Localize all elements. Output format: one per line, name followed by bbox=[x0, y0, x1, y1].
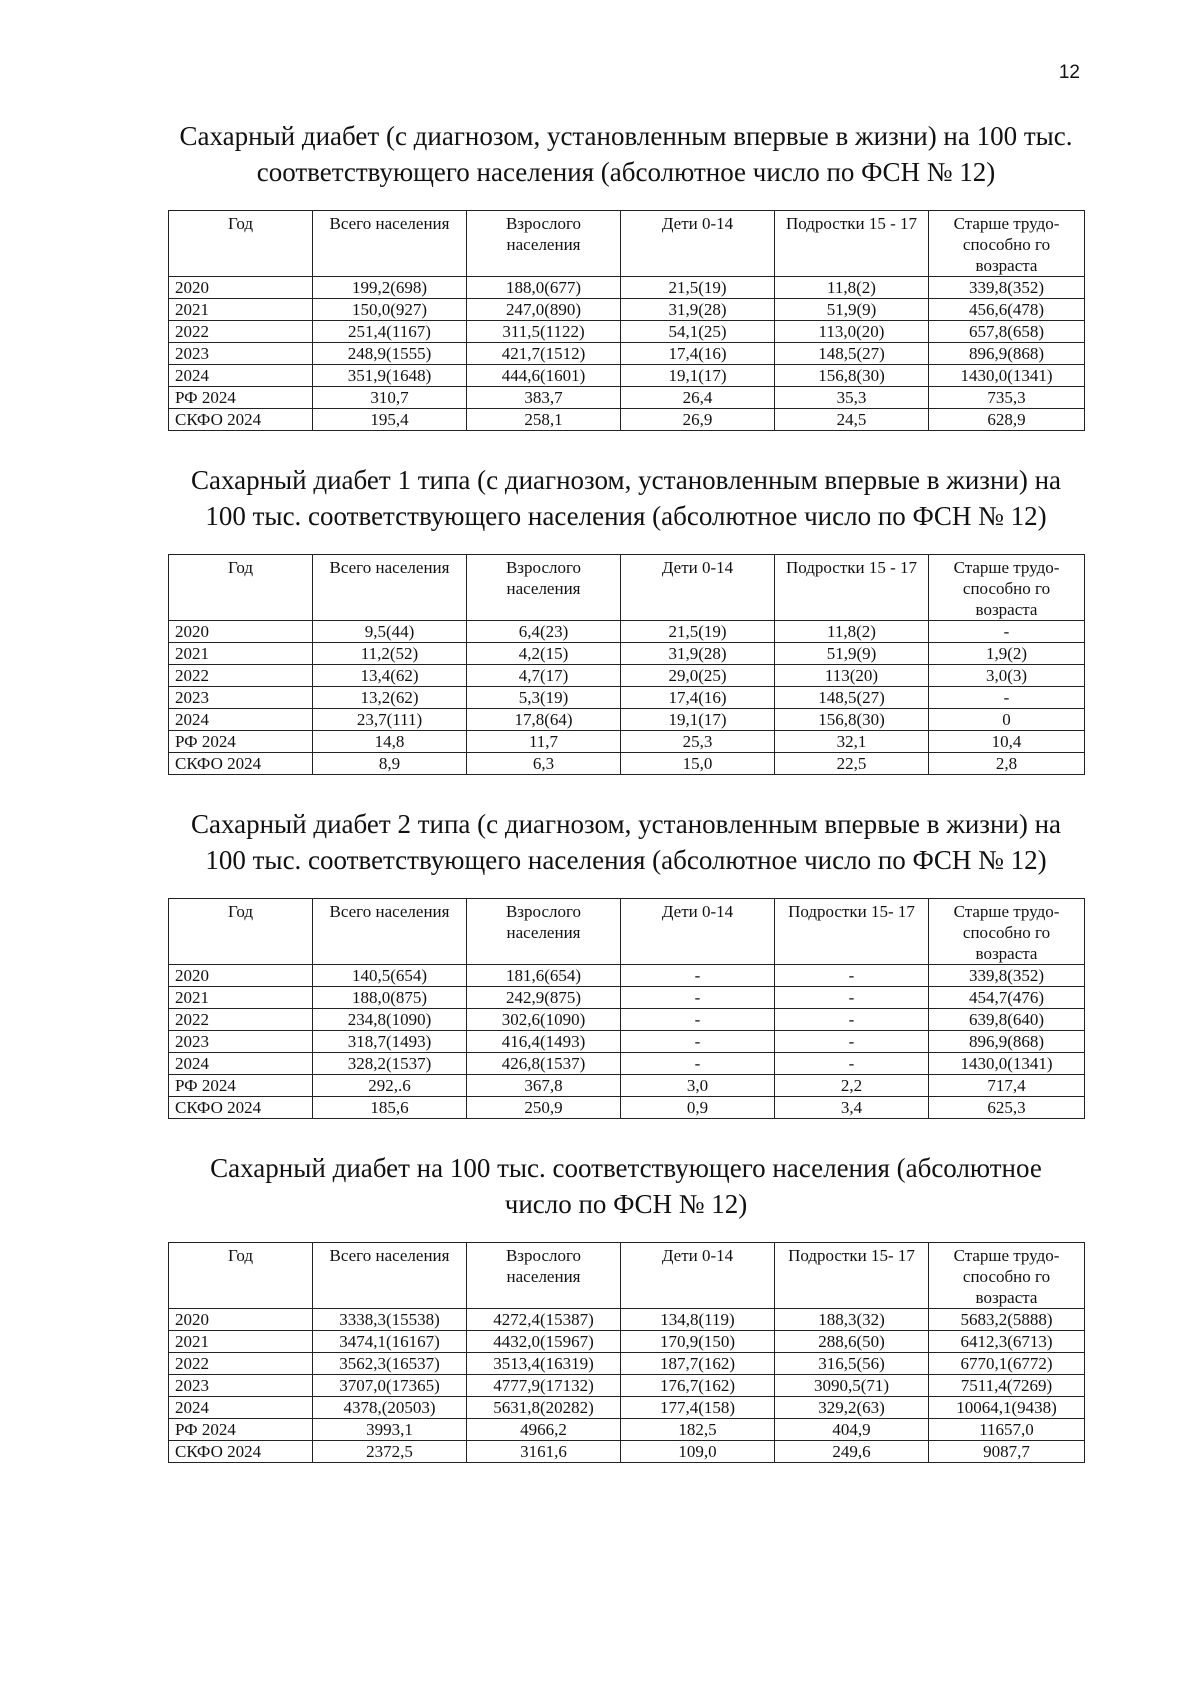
table-row bbox=[169, 1397, 1085, 1419]
section-title: Сахарный диабет на 100 тыс. соответствующего населения (абсолютное число по ФСН № 12) bbox=[210, 1153, 1042, 1219]
cell-total: 251,4(1167) bbox=[313, 321, 467, 343]
table-row bbox=[169, 1053, 1085, 1075]
cell-adult: 4432,0(15967) bbox=[467, 1331, 621, 1353]
header-year: Год bbox=[169, 211, 313, 277]
cell-total: 13,4(62) bbox=[313, 665, 467, 687]
cell-teen: 404,9 bbox=[775, 1419, 929, 1441]
header-year: Год bbox=[169, 1243, 313, 1309]
cell-children: 134,8(119) bbox=[621, 1309, 775, 1331]
section-title: Сахарный диабет (с диагнозом, установленным впервые в жизни) на 100 тыс. соответствующего населения (абсолютное число по ФСН № 12) bbox=[179, 121, 1073, 187]
cell-teen: - bbox=[775, 965, 929, 987]
cell-total: 11,2(52) bbox=[313, 643, 467, 665]
cell-adult: 444,6(1601) bbox=[467, 365, 621, 387]
cell-total: 4378,(20503) bbox=[313, 1397, 467, 1419]
cell-adult: 5,3(19) bbox=[467, 687, 621, 709]
cell-year: РФ 2024 bbox=[169, 731, 313, 753]
cell-year: РФ 2024 bbox=[169, 1075, 313, 1097]
cell-children: 19,1(17) bbox=[621, 365, 775, 387]
table-row bbox=[169, 731, 1085, 753]
cell-children: 187,7(162) bbox=[621, 1353, 775, 1375]
cell-total: 8,9 bbox=[313, 753, 467, 775]
cell-total: 13,2(62) bbox=[313, 687, 467, 709]
table-row bbox=[169, 1375, 1085, 1397]
table-row bbox=[169, 1441, 1085, 1463]
cell-adult: 6,3 bbox=[467, 753, 621, 775]
cell-total: 150,0(927) bbox=[313, 299, 467, 321]
cell-adult: 4,7(17) bbox=[467, 665, 621, 687]
cell-teen: 51,9(9) bbox=[775, 299, 929, 321]
cell-total: 195,4 bbox=[313, 409, 467, 431]
cell-year: 2021 bbox=[169, 643, 313, 665]
cell-senior: 717,4 bbox=[929, 1075, 1085, 1097]
cell-children: 170,9(150) bbox=[621, 1331, 775, 1353]
cell-teen: 288,6(50) bbox=[775, 1331, 929, 1353]
cell-total: 3562,3(16537) bbox=[313, 1353, 467, 1375]
cell-adult: 6,4(23) bbox=[467, 621, 621, 643]
cell-children: 109,0 bbox=[621, 1441, 775, 1463]
cell-adult: 367,8 bbox=[467, 1075, 621, 1097]
cell-total: 351,9(1648) bbox=[313, 365, 467, 387]
table-row bbox=[169, 621, 1085, 643]
cell-total: 9,5(44) bbox=[313, 621, 467, 643]
cell-teen: 156,8(30) bbox=[775, 709, 929, 731]
cell-year: СКФО 2024 bbox=[169, 753, 313, 775]
cell-senior: 639,8(640) bbox=[929, 1009, 1085, 1031]
header-year: Год bbox=[169, 555, 313, 621]
cell-adult: 302,6(1090) bbox=[467, 1009, 621, 1031]
header-senior: Старше трудо-способно го возраста bbox=[929, 211, 1085, 277]
table-row bbox=[169, 277, 1085, 299]
table-row bbox=[169, 1097, 1085, 1119]
cell-senior: 6412,3(6713) bbox=[929, 1331, 1085, 1353]
cell-year: 2021 bbox=[169, 987, 313, 1009]
table-row bbox=[169, 665, 1085, 687]
cell-total: 234,8(1090) bbox=[313, 1009, 467, 1031]
cell-teen: - bbox=[775, 987, 929, 1009]
cell-senior: 5683,2(5888) bbox=[929, 1309, 1085, 1331]
table-row bbox=[169, 365, 1085, 387]
table-row bbox=[169, 299, 1085, 321]
cell-children: 176,7(162) bbox=[621, 1375, 775, 1397]
cell-senior: 735,3 bbox=[929, 387, 1085, 409]
cell-total: 2372,5 bbox=[313, 1441, 467, 1463]
table-row bbox=[169, 1075, 1085, 1097]
cell-teen: 249,6 bbox=[775, 1441, 929, 1463]
cell-children: 31,9(28) bbox=[621, 299, 775, 321]
cell-children: 182,5 bbox=[621, 1419, 775, 1441]
header-teen: Подростки 15 - 17 bbox=[775, 555, 929, 621]
table-row bbox=[169, 1331, 1085, 1353]
header-total: Всего населения bbox=[313, 1243, 467, 1309]
cell-children: 19,1(17) bbox=[621, 709, 775, 731]
header-senior: Старше трудо-способно го возраста bbox=[929, 555, 1085, 621]
cell-teen: 156,8(30) bbox=[775, 365, 929, 387]
section-diabetes-total bbox=[168, 1150, 1084, 1463]
header-senior: Старше трудо-способно го возраста bbox=[929, 1243, 1085, 1309]
cell-senior: 1430,0(1341) bbox=[929, 1053, 1085, 1075]
cell-senior: 6770,1(6772) bbox=[929, 1353, 1085, 1375]
cell-teen: 316,5(56) bbox=[775, 1353, 929, 1375]
cell-total: 292,.6 bbox=[313, 1075, 467, 1097]
data-table bbox=[168, 1242, 1085, 1463]
cell-total: 185,6 bbox=[313, 1097, 467, 1119]
cell-teen: 3090,5(71) bbox=[775, 1375, 929, 1397]
cell-year: 2024 bbox=[169, 365, 313, 387]
header-adult: Взрослого населения bbox=[467, 555, 621, 621]
table-row bbox=[169, 709, 1085, 731]
cell-senior: 896,9(868) bbox=[929, 343, 1085, 365]
cell-total: 23,7(111) bbox=[313, 709, 467, 731]
section-diabetes-type1 bbox=[168, 462, 1084, 775]
cell-senior: 456,6(478) bbox=[929, 299, 1085, 321]
cell-year: 2023 bbox=[169, 1375, 313, 1397]
cell-adult: 4966,2 bbox=[467, 1419, 621, 1441]
data-table bbox=[168, 898, 1085, 1119]
cell-total: 328,2(1537) bbox=[313, 1053, 467, 1075]
cell-senior: 9087,7 bbox=[929, 1441, 1085, 1463]
cell-year: 2020 bbox=[169, 621, 313, 643]
cell-total: 199,2(698) bbox=[313, 277, 467, 299]
cell-adult: 426,8(1537) bbox=[467, 1053, 621, 1075]
header-teen: Подростки 15 - 17 bbox=[775, 211, 929, 277]
cell-adult: 250,9 bbox=[467, 1097, 621, 1119]
cell-total: 3993,1 bbox=[313, 1419, 467, 1441]
cell-adult: 3161,6 bbox=[467, 1441, 621, 1463]
cell-senior: 0 bbox=[929, 709, 1085, 731]
cell-adult: 3513,4(16319) bbox=[467, 1353, 621, 1375]
section-title: Сахарный диабет 2 типа (с диагнозом, установленным впервые в жизни) на 100 тыс. соответствующего населения (абсолютное число по ФСН № 12) bbox=[190, 809, 1062, 875]
cell-total: 310,7 bbox=[313, 387, 467, 409]
cell-teen: 2,2 bbox=[775, 1075, 929, 1097]
cell-adult: 188,0(677) bbox=[467, 277, 621, 299]
cell-children: 21,5(19) bbox=[621, 621, 775, 643]
cell-teen: 22,5 bbox=[775, 753, 929, 775]
table-body bbox=[169, 621, 1085, 775]
cell-senior: 896,9(868) bbox=[929, 1031, 1085, 1053]
cell-teen: - bbox=[775, 1053, 929, 1075]
table-row bbox=[169, 1419, 1085, 1441]
cell-year: 2024 bbox=[169, 1397, 313, 1419]
header-senior: Старше трудо-способно го возраста bbox=[929, 899, 1085, 965]
cell-children: 0,9 bbox=[621, 1097, 775, 1119]
cell-children: 17,4(16) bbox=[621, 343, 775, 365]
cell-year: 2020 bbox=[169, 277, 313, 299]
cell-teen: 51,9(9) bbox=[775, 643, 929, 665]
cell-year: 2022 bbox=[169, 1009, 313, 1031]
cell-adult: 4777,9(17132) bbox=[467, 1375, 621, 1397]
table-header-row bbox=[169, 555, 1085, 621]
cell-children: - bbox=[621, 1053, 775, 1075]
cell-children: 31,9(28) bbox=[621, 643, 775, 665]
cell-senior: 454,7(476) bbox=[929, 987, 1085, 1009]
data-table bbox=[168, 210, 1085, 431]
cell-children: 177,4(158) bbox=[621, 1397, 775, 1419]
cell-adult: 247,0(890) bbox=[467, 299, 621, 321]
cell-teen: 148,5(27) bbox=[775, 687, 929, 709]
cell-total: 3338,3(15538) bbox=[313, 1309, 467, 1331]
table-header-row bbox=[169, 211, 1085, 277]
table-body bbox=[169, 277, 1085, 431]
cell-teen: 148,5(27) bbox=[775, 343, 929, 365]
header-total: Всего населения bbox=[313, 211, 467, 277]
cell-year: 2020 bbox=[169, 965, 313, 987]
cell-senior: 628,9 bbox=[929, 409, 1085, 431]
cell-senior: 10,4 bbox=[929, 731, 1085, 753]
cell-senior: 1,9(2) bbox=[929, 643, 1085, 665]
header-children: Дети 0-14 bbox=[621, 1243, 775, 1309]
cell-total: 3707,0(17365) bbox=[313, 1375, 467, 1397]
table-row bbox=[169, 753, 1085, 775]
cell-senior: - bbox=[929, 621, 1085, 643]
cell-adult: 258,1 bbox=[467, 409, 621, 431]
cell-teen: 188,3(32) bbox=[775, 1309, 929, 1331]
cell-adult: 242,9(875) bbox=[467, 987, 621, 1009]
cell-adult: 181,6(654) bbox=[467, 965, 621, 987]
cell-year: 2021 bbox=[169, 1331, 313, 1353]
header-children: Дети 0-14 bbox=[621, 899, 775, 965]
cell-year: РФ 2024 bbox=[169, 387, 313, 409]
cell-children: 3,0 bbox=[621, 1075, 775, 1097]
cell-teen: 11,8(2) bbox=[775, 277, 929, 299]
cell-year: СКФО 2024 bbox=[169, 1441, 313, 1463]
cell-year: 2022 bbox=[169, 1353, 313, 1375]
cell-children: 17,4(16) bbox=[621, 687, 775, 709]
table-row bbox=[169, 643, 1085, 665]
cell-senior: 339,8(352) bbox=[929, 277, 1085, 299]
table-body bbox=[169, 1309, 1085, 1463]
table-row bbox=[169, 1353, 1085, 1375]
cell-year: 2022 bbox=[169, 321, 313, 343]
cell-adult: 4,2(15) bbox=[467, 643, 621, 665]
cell-total: 14,8 bbox=[313, 731, 467, 753]
cell-teen: 3,4 bbox=[775, 1097, 929, 1119]
cell-adult: 311,5(1122) bbox=[467, 321, 621, 343]
cell-teen: - bbox=[775, 1009, 929, 1031]
header-teen: Подростки 15- 17 bbox=[775, 1243, 929, 1309]
table-row bbox=[169, 1031, 1085, 1053]
header-adult: Взрослого населения bbox=[467, 1243, 621, 1309]
data-table bbox=[168, 554, 1085, 775]
section-title: Сахарный диабет 1 типа (с диагнозом, установленным впервые в жизни) на 100 тыс. соответствующего населения (абсолютное число по ФСН № 12) bbox=[190, 465, 1062, 531]
cell-children: 29,0(25) bbox=[621, 665, 775, 687]
cell-adult: 5631,8(20282) bbox=[467, 1397, 621, 1419]
cell-total: 318,7(1493) bbox=[313, 1031, 467, 1053]
header-children: Дети 0-14 bbox=[621, 211, 775, 277]
cell-year: 2023 bbox=[169, 343, 313, 365]
header-adult: Взрослого населения bbox=[467, 899, 621, 965]
cell-senior: 339,8(352) bbox=[929, 965, 1085, 987]
cell-senior: 657,8(658) bbox=[929, 321, 1085, 343]
cell-teen: 24,5 bbox=[775, 409, 929, 431]
cell-teen: 329,2(63) bbox=[775, 1397, 929, 1419]
cell-children: 26,4 bbox=[621, 387, 775, 409]
cell-teen: 113,0(20) bbox=[775, 321, 929, 343]
cell-year: СКФО 2024 bbox=[169, 409, 313, 431]
cell-adult: 421,7(1512) bbox=[467, 343, 621, 365]
cell-senior: - bbox=[929, 687, 1085, 709]
cell-teen: 32,1 bbox=[775, 731, 929, 753]
cell-adult: 11,7 bbox=[467, 731, 621, 753]
table-row bbox=[169, 687, 1085, 709]
cell-year: СКФО 2024 bbox=[169, 1097, 313, 1119]
cell-children: - bbox=[621, 987, 775, 1009]
cell-total: 3474,1(16167) bbox=[313, 1331, 467, 1353]
cell-children: 26,9 bbox=[621, 409, 775, 431]
header-teen: Подростки 15- 17 bbox=[775, 899, 929, 965]
cell-senior: 3,0(3) bbox=[929, 665, 1085, 687]
cell-year: 2024 bbox=[169, 709, 313, 731]
header-total: Всего населения bbox=[313, 555, 467, 621]
table-row bbox=[169, 1009, 1085, 1031]
table-row bbox=[169, 409, 1085, 431]
cell-year: 2023 bbox=[169, 687, 313, 709]
cell-adult: 4272,4(15387) bbox=[467, 1309, 621, 1331]
cell-senior: 2,8 bbox=[929, 753, 1085, 775]
table-row bbox=[169, 1309, 1085, 1331]
cell-year: 2020 bbox=[169, 1309, 313, 1331]
table-row bbox=[169, 965, 1085, 987]
table-header-row bbox=[169, 899, 1085, 965]
table-row bbox=[169, 387, 1085, 409]
cell-children: - bbox=[621, 1009, 775, 1031]
cell-year: 2021 bbox=[169, 299, 313, 321]
cell-senior: 7511,4(7269) bbox=[929, 1375, 1085, 1397]
table-row bbox=[169, 343, 1085, 365]
table-body bbox=[169, 965, 1085, 1119]
cell-total: 140,5(654) bbox=[313, 965, 467, 987]
cell-children: - bbox=[621, 1031, 775, 1053]
cell-children: 54,1(25) bbox=[621, 321, 775, 343]
header-total: Всего населения bbox=[313, 899, 467, 965]
cell-teen: - bbox=[775, 1031, 929, 1053]
cell-year: 2023 bbox=[169, 1031, 313, 1053]
section-diabetes-new bbox=[168, 118, 1084, 431]
cell-year: РФ 2024 bbox=[169, 1419, 313, 1441]
cell-adult: 383,7 bbox=[467, 387, 621, 409]
table-header-row bbox=[169, 1243, 1085, 1309]
cell-year: 2024 bbox=[169, 1053, 313, 1075]
cell-senior: 11657,0 bbox=[929, 1419, 1085, 1441]
section-diabetes-type2 bbox=[168, 806, 1084, 1119]
cell-adult: 17,8(64) bbox=[467, 709, 621, 731]
cell-children: 21,5(19) bbox=[621, 277, 775, 299]
cell-senior: 10064,1(9438) bbox=[929, 1397, 1085, 1419]
cell-year: 2022 bbox=[169, 665, 313, 687]
cell-teen: 11,8(2) bbox=[775, 621, 929, 643]
cell-senior: 625,3 bbox=[929, 1097, 1085, 1119]
page-number: 12 bbox=[1058, 62, 1080, 83]
cell-adult: 416,4(1493) bbox=[467, 1031, 621, 1053]
header-adult: Взрослого населения bbox=[467, 211, 621, 277]
cell-teen: 113(20) bbox=[775, 665, 929, 687]
cell-teen: 35,3 bbox=[775, 387, 929, 409]
cell-total: 188,0(875) bbox=[313, 987, 467, 1009]
table-row bbox=[169, 987, 1085, 1009]
cell-senior: 1430,0(1341) bbox=[929, 365, 1085, 387]
cell-children: 25,3 bbox=[621, 731, 775, 753]
cell-children: - bbox=[621, 965, 775, 987]
cell-children: 15,0 bbox=[621, 753, 775, 775]
table-row bbox=[169, 321, 1085, 343]
header-children: Дети 0-14 bbox=[621, 555, 775, 621]
cell-total: 248,9(1555) bbox=[313, 343, 467, 365]
header-year: Год bbox=[169, 899, 313, 965]
